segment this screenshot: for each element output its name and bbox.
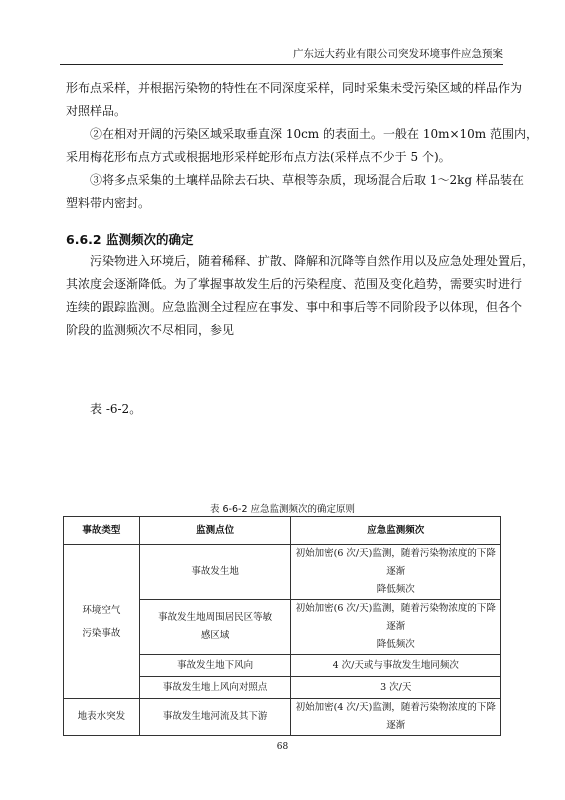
paragraph-line: 污染物进入环境后，随着稀释、扩散、降解和沉降等自然作用以及应急处理处置后， — [90, 254, 535, 268]
frequency-line: 初始加密(6 次/天)监测，随着污染物浓度的下降逐渐 — [295, 548, 496, 577]
paragraph-line: 形布点采样，并根据污染物的特性在不同深度采样，同时采集未受污染区域的样品作为 — [66, 81, 523, 95]
header-cell-point: 监测点位 — [139, 517, 291, 545]
table-reference-text: 表 -6-2。 — [90, 402, 142, 416]
type-air-line2: 污染事故 — [82, 627, 121, 639]
table-row — [64, 545, 501, 600]
table-row — [64, 699, 501, 736]
table-header-row — [64, 517, 501, 545]
monitoring-frequency-table — [63, 516, 501, 736]
paragraph-line: 塑料带内密封。 — [66, 196, 151, 210]
point-line: 感区域 — [200, 630, 230, 641]
point-cell: 事故发生地河流及其下游 — [139, 699, 291, 736]
header-title: 广东远大药业有限公司突发环境事件应急预案 — [293, 48, 503, 60]
paragraph-line: 其浓度会逐渐降低。为了掌握事故发生后的污染程度、范围及变化趋势，需要实时进行 — [66, 277, 523, 291]
paragraph-line: ③将多点采集的土壤样品除去石块、草根等杂质，现场混合后取 1～2kg 样品装在 — [90, 173, 524, 187]
point-cell: 事故发生地上风向对照点 — [139, 677, 291, 699]
paragraph-line: 阶段的监测频次不尽相同，参见 — [66, 323, 235, 337]
paragraph-line: ②在相对开阔的污染区域采取垂直深 10cm 的表面土。一般在 10m×10m 范围内， — [90, 127, 538, 141]
table-reference — [90, 398, 524, 421]
type-air-line1: 环境空气 — [82, 604, 121, 616]
paragraph-line: 连续的跟踪监测。应急监测全过程应在事发、事中和事后等不同阶段予以体现，但各个 — [66, 300, 523, 314]
point-cell: 事故发生地下风向 — [139, 655, 291, 677]
paragraph-block-sampling — [66, 77, 538, 215]
paragraph-line: 对照样品。 — [66, 104, 127, 118]
header-cell-frequency: 应急监测频次 — [291, 517, 501, 545]
frequency-cell: 3 次/天 — [291, 677, 501, 699]
paragraph-block-frequency — [66, 250, 535, 342]
frequency-line: 降低频次 — [376, 639, 415, 650]
frequency-cell: 4 次/天或与事故发生地同频次 — [291, 655, 501, 677]
point-cell — [139, 600, 291, 655]
frequency-cell: 初始加密(4 次/天)监测，随着污染物浓度的下降逐渐 — [291, 699, 501, 736]
point-cell: 事故发生地 — [139, 545, 291, 600]
table-caption: 表 6-6-2 应急监测频次的确定原则 — [209, 504, 356, 515]
frequency-cell — [291, 600, 501, 655]
page-header — [60, 46, 503, 65]
frequency-line: 初始加密(6 次/天)监测，随着污染物浓度的下降逐渐 — [295, 603, 496, 632]
section-heading: 6.6.2 监测频次的确定 — [66, 232, 194, 247]
point-line: 事故发生地周围居民区等敏 — [158, 612, 273, 623]
type-cell-water: 地表水突发 — [64, 699, 140, 736]
type-cell-air — [64, 545, 140, 699]
frequency-line: 降低频次 — [376, 584, 415, 595]
page-number: 68 — [276, 742, 289, 752]
header-cell-type: 事故类型 — [64, 517, 140, 545]
frequency-cell — [291, 545, 501, 600]
paragraph-line: 采用梅花形布点方式或根据地形采样蛇形布点方法(采样点不少于 5 个)。 — [66, 150, 451, 164]
